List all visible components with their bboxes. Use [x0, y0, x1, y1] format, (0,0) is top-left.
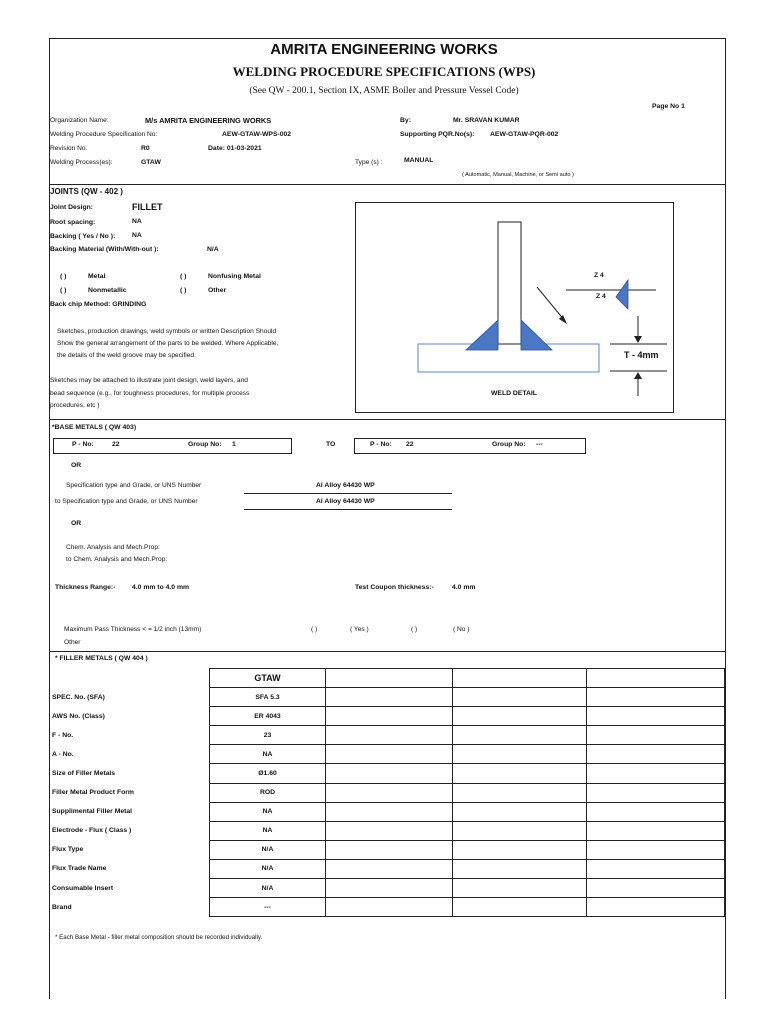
table-row [49, 802, 725, 821]
empty-cell[interactable] [326, 879, 453, 898]
filler-row-label: A - No. [52, 750, 74, 758]
page-number: Page No 1 [652, 103, 685, 110]
group-no-2-label: Group No: [492, 441, 526, 448]
p-no-2-label: P - No: [370, 441, 392, 448]
empty-cell[interactable] [326, 821, 453, 840]
empty-cell[interactable] [587, 764, 725, 783]
backing-value: NA [132, 232, 142, 239]
table-row [49, 840, 725, 859]
document-subtitle: (See QW - 200.1, Section IX, ASME Boiler and Pressure Vessel Code) [249, 86, 519, 96]
org-value: M/s AMRITA ENGINEERING WORKS [145, 116, 272, 125]
wps-label: Welding Procedure Specification No: [50, 131, 158, 138]
filler-row-value[interactable]: --- [210, 898, 326, 917]
other-checkbox[interactable]: ( ) [180, 287, 187, 294]
spec-value: Al Alloy 64430 WP [316, 482, 375, 489]
divider-filler [49, 651, 725, 652]
spec-label: Specification type and Grade, or UNS Number [66, 482, 202, 489]
filler-row-value[interactable]: 23 [210, 726, 326, 745]
backchip-method: Back chip Method: GRINDING [50, 301, 147, 308]
type-value: MANUAL [404, 157, 434, 164]
empty-cell[interactable] [453, 764, 587, 783]
empty-cell[interactable] [453, 726, 587, 745]
empty-cell[interactable] [453, 840, 587, 859]
group-no-value: 1 [232, 441, 236, 448]
empty-cell[interactable] [587, 821, 725, 840]
thickness-range-value: 4.0 mm to 4.0 mm [132, 584, 190, 591]
table-row [49, 859, 725, 878]
p-no-value: 22 [112, 441, 120, 448]
filler-row-value[interactable]: NA [210, 745, 326, 764]
joint-design-label: Joint Design: [50, 204, 94, 211]
by-label: By: [400, 117, 411, 124]
empty-cell[interactable] [326, 688, 453, 707]
date-value: Date: 01-03-2021 [208, 145, 262, 152]
filler-row-value[interactable]: NA [210, 821, 326, 840]
divider-base-metals [49, 419, 725, 420]
document-title: WELDING PROCEDURE SPECIFICATIONS (WPS) [232, 64, 536, 79]
filler-row-label: Filler Metal Product Form [52, 789, 134, 797]
root-spacing-value: NA [132, 218, 142, 225]
company-name: AMRITA ENGINEERING WORKS [270, 41, 498, 58]
empty-cell[interactable] [453, 859, 587, 878]
table-row [49, 726, 725, 745]
table-header-empty [49, 669, 210, 688]
p-no-label: P - No: [72, 441, 94, 448]
nonmetallic-checkbox[interactable]: ( ) [60, 287, 67, 294]
empty-cell[interactable] [587, 726, 725, 745]
empty-cell[interactable] [453, 783, 587, 802]
or-label: OR [71, 520, 82, 527]
base-metals-heading: *BASE METALS ( QW 403) [52, 424, 137, 431]
empty-cell[interactable] [326, 783, 453, 802]
table-row [49, 745, 725, 764]
backing-label: Backing ( Yes / No ): [50, 233, 116, 240]
z4-top-label: Z 4 [594, 272, 604, 279]
test-coupon-label: Test Coupon thickness:- [355, 584, 434, 591]
filler-heading: * FILLER METALS ( QW 404 ) [55, 655, 148, 662]
chem-analysis-to-label: to Chem. Analysis and Mech.Prop: [66, 556, 168, 563]
process-label: Welding Process(es): [50, 159, 113, 166]
empty-cell[interactable] [587, 802, 725, 821]
chem-analysis-label: Chem. Analysis and Mech.Prop: [66, 544, 160, 551]
filler-row-value[interactable]: ER 4043 [210, 707, 326, 726]
wps-value: AEW-GTAW-WPS-002 [222, 131, 292, 138]
sketch-note-line: Show the general arrangement of the parts to be welded. Where Applicable, [57, 340, 279, 347]
nonfusing-label: Nonfusing Metal [208, 273, 261, 280]
pqr-value: AEW-GTAW-PQR-002 [490, 131, 559, 138]
table-row [49, 821, 725, 840]
backing-material-label: Backing Material (With/With-out ): [50, 246, 159, 253]
z4-bottom-label: Z 4 [596, 293, 606, 300]
yes-label: ( Yes ) [350, 626, 369, 633]
test-coupon-value: 4.0 mm [452, 584, 476, 591]
filler-row-value[interactable]: NA [210, 802, 326, 821]
thickness-label: T - 4mm [624, 350, 659, 360]
no-label: ( No ) [453, 626, 470, 633]
process-value: GTAW [141, 159, 161, 166]
filler-row-label: Electrode - Flux ( Class ) [52, 827, 132, 835]
empty-cell[interactable] [453, 821, 587, 840]
sketch-note-line: procedures, etc ) [50, 402, 100, 409]
empty-cell[interactable] [587, 879, 725, 898]
no-checkbox[interactable]: ( ) [411, 626, 418, 633]
empty-cell[interactable] [326, 859, 453, 878]
table-row [49, 707, 725, 726]
filler-row-value[interactable]: Ø1.60 [210, 764, 326, 783]
yes-checkbox[interactable]: ( ) [311, 626, 318, 633]
empty-cell[interactable] [453, 745, 587, 764]
joints-heading: JOINTS (QW - 402 ) [50, 187, 123, 196]
metal-checkbox[interactable]: ( ) [60, 273, 67, 280]
empty-cell[interactable] [587, 669, 725, 688]
sketch-note-line: Sketches may be attached to illustrate joint design, weld layers, and [50, 377, 248, 384]
empty-cell[interactable] [453, 802, 587, 821]
table-row [49, 764, 725, 783]
p-no-2-value: 22 [406, 441, 414, 448]
filler-row-value[interactable]: N/A [210, 859, 326, 878]
or-label: OR [71, 462, 82, 469]
spec-to-value-underline [244, 509, 452, 510]
empty-cell[interactable] [453, 879, 587, 898]
type-label: Type (s) : [355, 159, 383, 166]
empty-cell[interactable] [587, 783, 725, 802]
filler-row-label: Flux Type [52, 846, 84, 854]
filler-row-label: SPEC. No. (SFA) [52, 693, 105, 701]
backing-material-value: N/A [207, 246, 219, 253]
empty-cell[interactable] [453, 669, 587, 688]
other-field-label: Other [64, 639, 81, 646]
to-label: TO [326, 441, 336, 448]
group-no-label: Group No: [188, 441, 222, 448]
metal-label: Metal [88, 273, 106, 280]
empty-cell[interactable] [326, 745, 453, 764]
spec-value-underline [244, 493, 452, 494]
filler-row-label: Supplimental Filler Metal [52, 808, 133, 816]
empty-cell[interactable] [326, 669, 453, 688]
filler-footnote: * Each Base Metal - filler metal composition should be recorded individually. [55, 934, 263, 941]
empty-cell[interactable] [587, 707, 725, 726]
gtaw-column-header: GTAW [210, 669, 326, 688]
filler-row-value[interactable]: N/A [210, 840, 326, 859]
group-no-2-value: --- [536, 441, 543, 448]
joint-design-value: FILLET [132, 202, 163, 212]
weld-detail-caption: WELD DETAIL [491, 390, 537, 397]
table-row [49, 688, 725, 707]
empty-cell[interactable] [453, 898, 587, 917]
table-row [49, 879, 725, 898]
filler-row-label: Size of Filler Metals [52, 770, 116, 778]
max-pass-label: Maximum Pass Thickness < = 1/2 inch (13mm) [64, 626, 202, 633]
org-label: Organization Name: [50, 117, 109, 124]
empty-cell[interactable] [326, 802, 453, 821]
empty-cell[interactable] [587, 859, 725, 878]
empty-cell[interactable] [453, 707, 587, 726]
root-spacing-label: Root spacing: [50, 219, 96, 226]
table-row [49, 898, 725, 917]
filler-row-value[interactable]: N/A [210, 879, 326, 898]
type-note: ( Automatic, Manual, Machine, or Semi auto ) [462, 172, 574, 178]
empty-cell[interactable] [587, 745, 725, 764]
filler-row-value[interactable]: ROD [210, 783, 326, 802]
empty-cell[interactable] [587, 840, 725, 859]
empty-cell[interactable] [453, 688, 587, 707]
thickness-range-label: Thickness Range:- [55, 584, 116, 591]
empty-cell[interactable] [326, 764, 453, 783]
empty-cell[interactable] [587, 898, 725, 917]
empty-cell[interactable] [326, 707, 453, 726]
revision-value: R0 [141, 145, 150, 152]
sketch-note-line: bead sequence (e.g., for toughness procedures, for multiple process [50, 390, 250, 397]
divider-joints [49, 184, 725, 185]
empty-cell[interactable] [326, 840, 453, 859]
nonmetallic-label: Nonmetallic [88, 287, 127, 294]
filler-metals-table [49, 668, 725, 917]
empty-cell[interactable] [326, 898, 453, 917]
filler-row-label: Flux Trade Name [52, 865, 107, 873]
empty-cell[interactable] [326, 726, 453, 745]
filler-row-label: AWS No. (Class) [52, 712, 105, 720]
filler-row-label: Brand [52, 903, 72, 911]
by-value: Mr. SRAVAN KUMAR [453, 117, 520, 124]
sketch-note-line: Sketches, production drawings, weld symbols or written Description Should [57, 328, 277, 335]
pqr-label: Supporting PQR.No(s): [400, 131, 475, 138]
spec-to-label: to Specification type and Grade, or UNS Number [55, 498, 198, 505]
nonfusing-checkbox[interactable]: ( ) [180, 273, 187, 280]
filler-row-label: Consumable Insert [52, 884, 114, 892]
filler-row-value[interactable]: SFA 5.3 [210, 688, 326, 707]
other-label: Other [208, 287, 227, 294]
table-header-row [49, 669, 725, 688]
empty-cell[interactable] [587, 688, 725, 707]
sketch-note-line: the details of the weld groove may be specified. [57, 352, 196, 359]
revision-label: Revision No: [50, 145, 88, 152]
weld-detail-box [355, 202, 674, 413]
spec-to-value: Al Alloy 64430 WP [316, 498, 375, 505]
filler-row-label: F - No. [52, 731, 74, 739]
table-row [49, 783, 725, 802]
